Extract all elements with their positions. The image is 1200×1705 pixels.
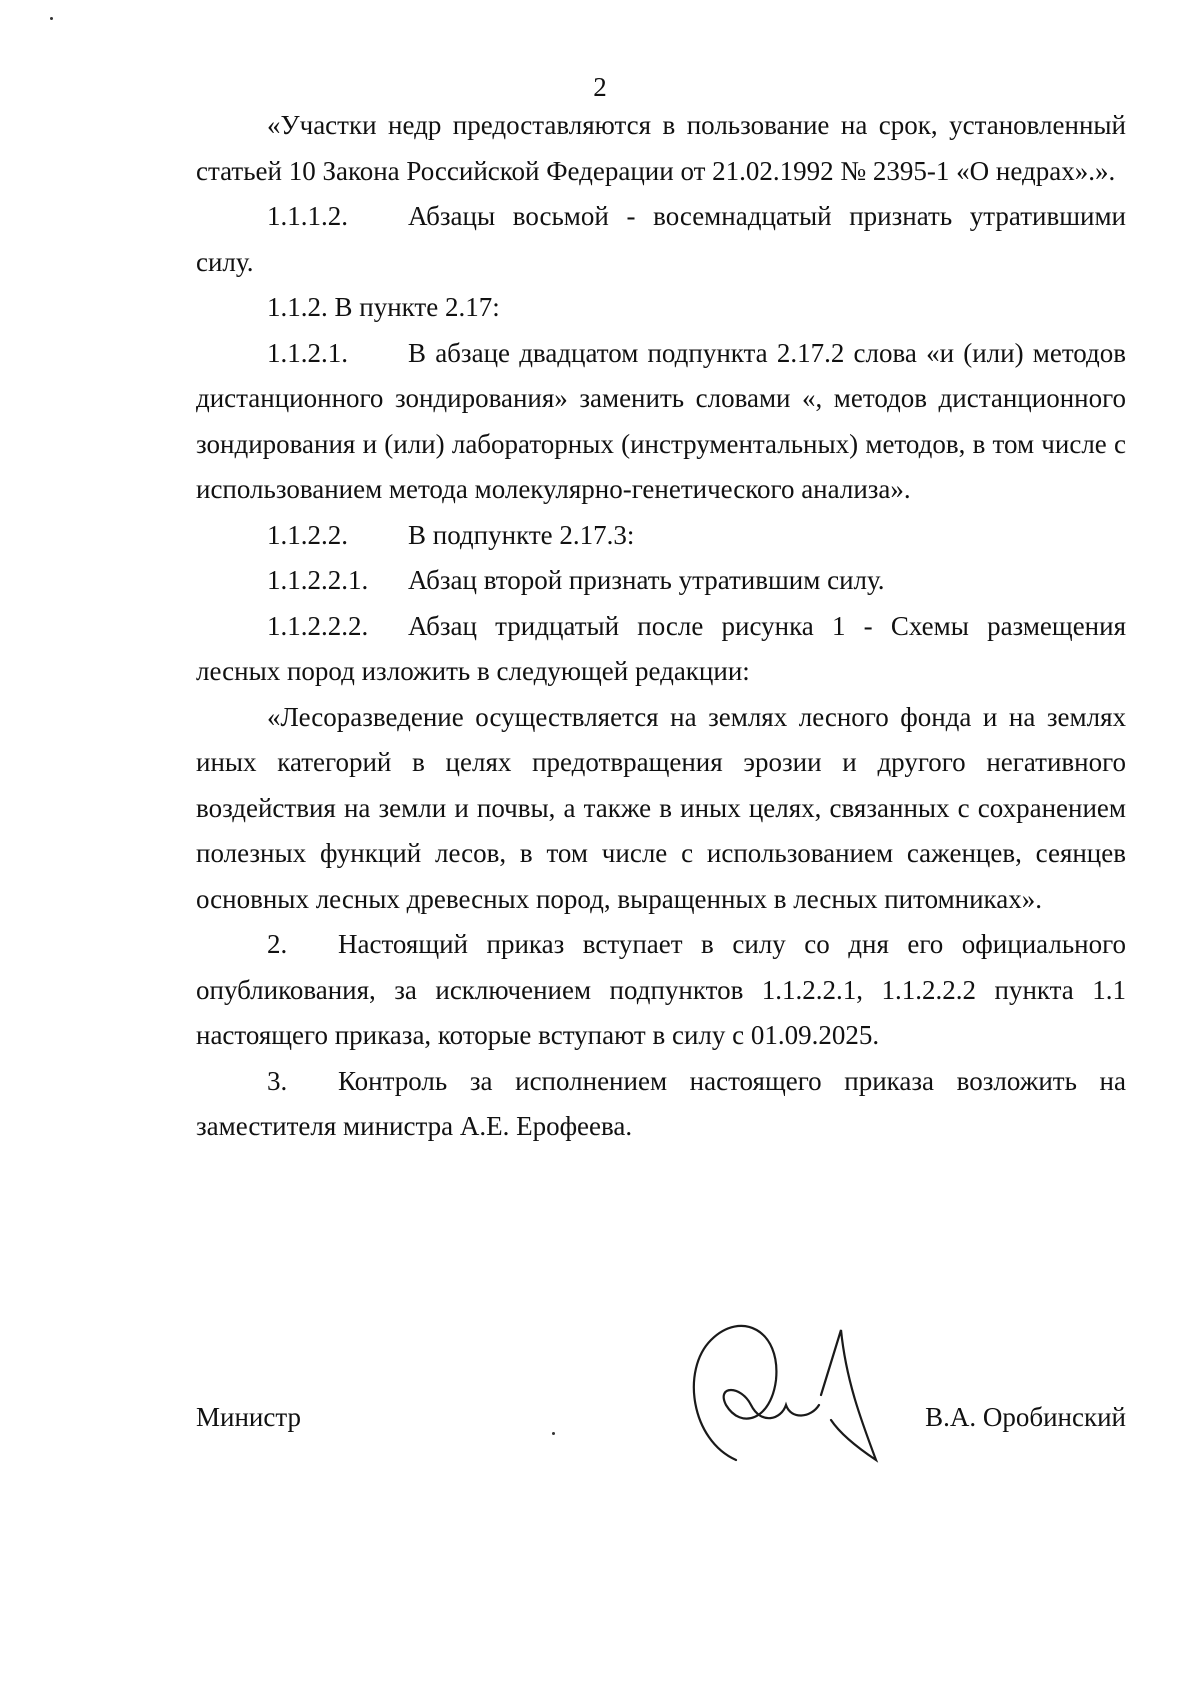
paragraph-1-1-2-2-1: 1.1.2.2.1. Абзац второй признать утратившим силу. (196, 558, 1126, 604)
clause-number: 3. (267, 1065, 288, 1096)
scan-speck (50, 17, 53, 20)
document-body (196, 103, 1126, 1150)
paragraph-1-1-1-2: 1.1.1.2. Абзацы восьмой - восемнадцатый признать утратившими силу. (196, 194, 1126, 285)
signatory-name: В.А. Оробинский (925, 1402, 1126, 1432)
paragraph-quote-afforestation: «Лесоразведение осуществляется на землях лесного фонда и на землях иных категорий в целях предотвращения эрозии и другого негативного воздействия на земли и почвы, а также в иных целях, связанных с сохранением полезных функций лесов, в том числе с использованием саженцев, сеянцев основных лесных древесных пород, выращенных в лесных питомниках». (196, 701, 1126, 914)
paragraph-1-1-2: 1.1.2. В пункте 2.17: (267, 292, 500, 322)
clause-number: 1.1.2.2.1. (267, 565, 369, 595)
scan-speck (552, 1432, 555, 1435)
paragraph-1-1-2-1: 1.1.2.1. В абзаце двадцатом подпункта 2.17.2 слова «и (или) методов дистанционного зондирования» заменить словами «, методов дистанционного зондирования и (или) лабораторных (инструментальных) методов, в том числе с использованием метода молекулярно-генетического анализа». (196, 331, 1126, 513)
page-number: 2 (593, 72, 607, 102)
clause-number: 1.1.2.2.2. (267, 610, 369, 641)
clause-number: 1.1.1.2. (267, 201, 348, 231)
clause-number: 1.1.2.1. (267, 337, 348, 368)
paragraph-2: 2. Настоящий приказ вступает в силу со дня его официального опубликования, за исключением подпунктов 1.1.2.2.1, 1.1.2.2.2 пункта 1.1 настоящего приказа, которые вступают в силу с 01.09.2025. (196, 922, 1126, 1059)
clause-number: 1.1.2.2. (267, 519, 348, 550)
signatory-position: Министр (196, 1402, 301, 1432)
handwritten-signature (671, 1310, 901, 1480)
paragraph-1-1-2-2-2: 1.1.2.2.2. Абзац тридцатый после рисунка 1 - Схемы размещения лесных пород изложить в следующей редакции: (196, 604, 1126, 695)
paragraph-3: 3. Контроль за исполнением настоящего приказа возложить на заместителя министра А.Е. Ерофеева. (196, 1059, 1126, 1150)
signature-block (196, 1320, 1126, 1480)
paragraph-1-1-2-2: 1.1.2.2. В подпункте 2.17.3: (196, 513, 1126, 559)
paragraph-quote-subsoil: «Участки недр предоставляются в пользование на срок, установленный статьей 10 Закона Российской Федерации от 21.02.1992 № 2395-1 «О недрах».». (196, 110, 1126, 186)
clause-number: 2. (267, 929, 288, 959)
